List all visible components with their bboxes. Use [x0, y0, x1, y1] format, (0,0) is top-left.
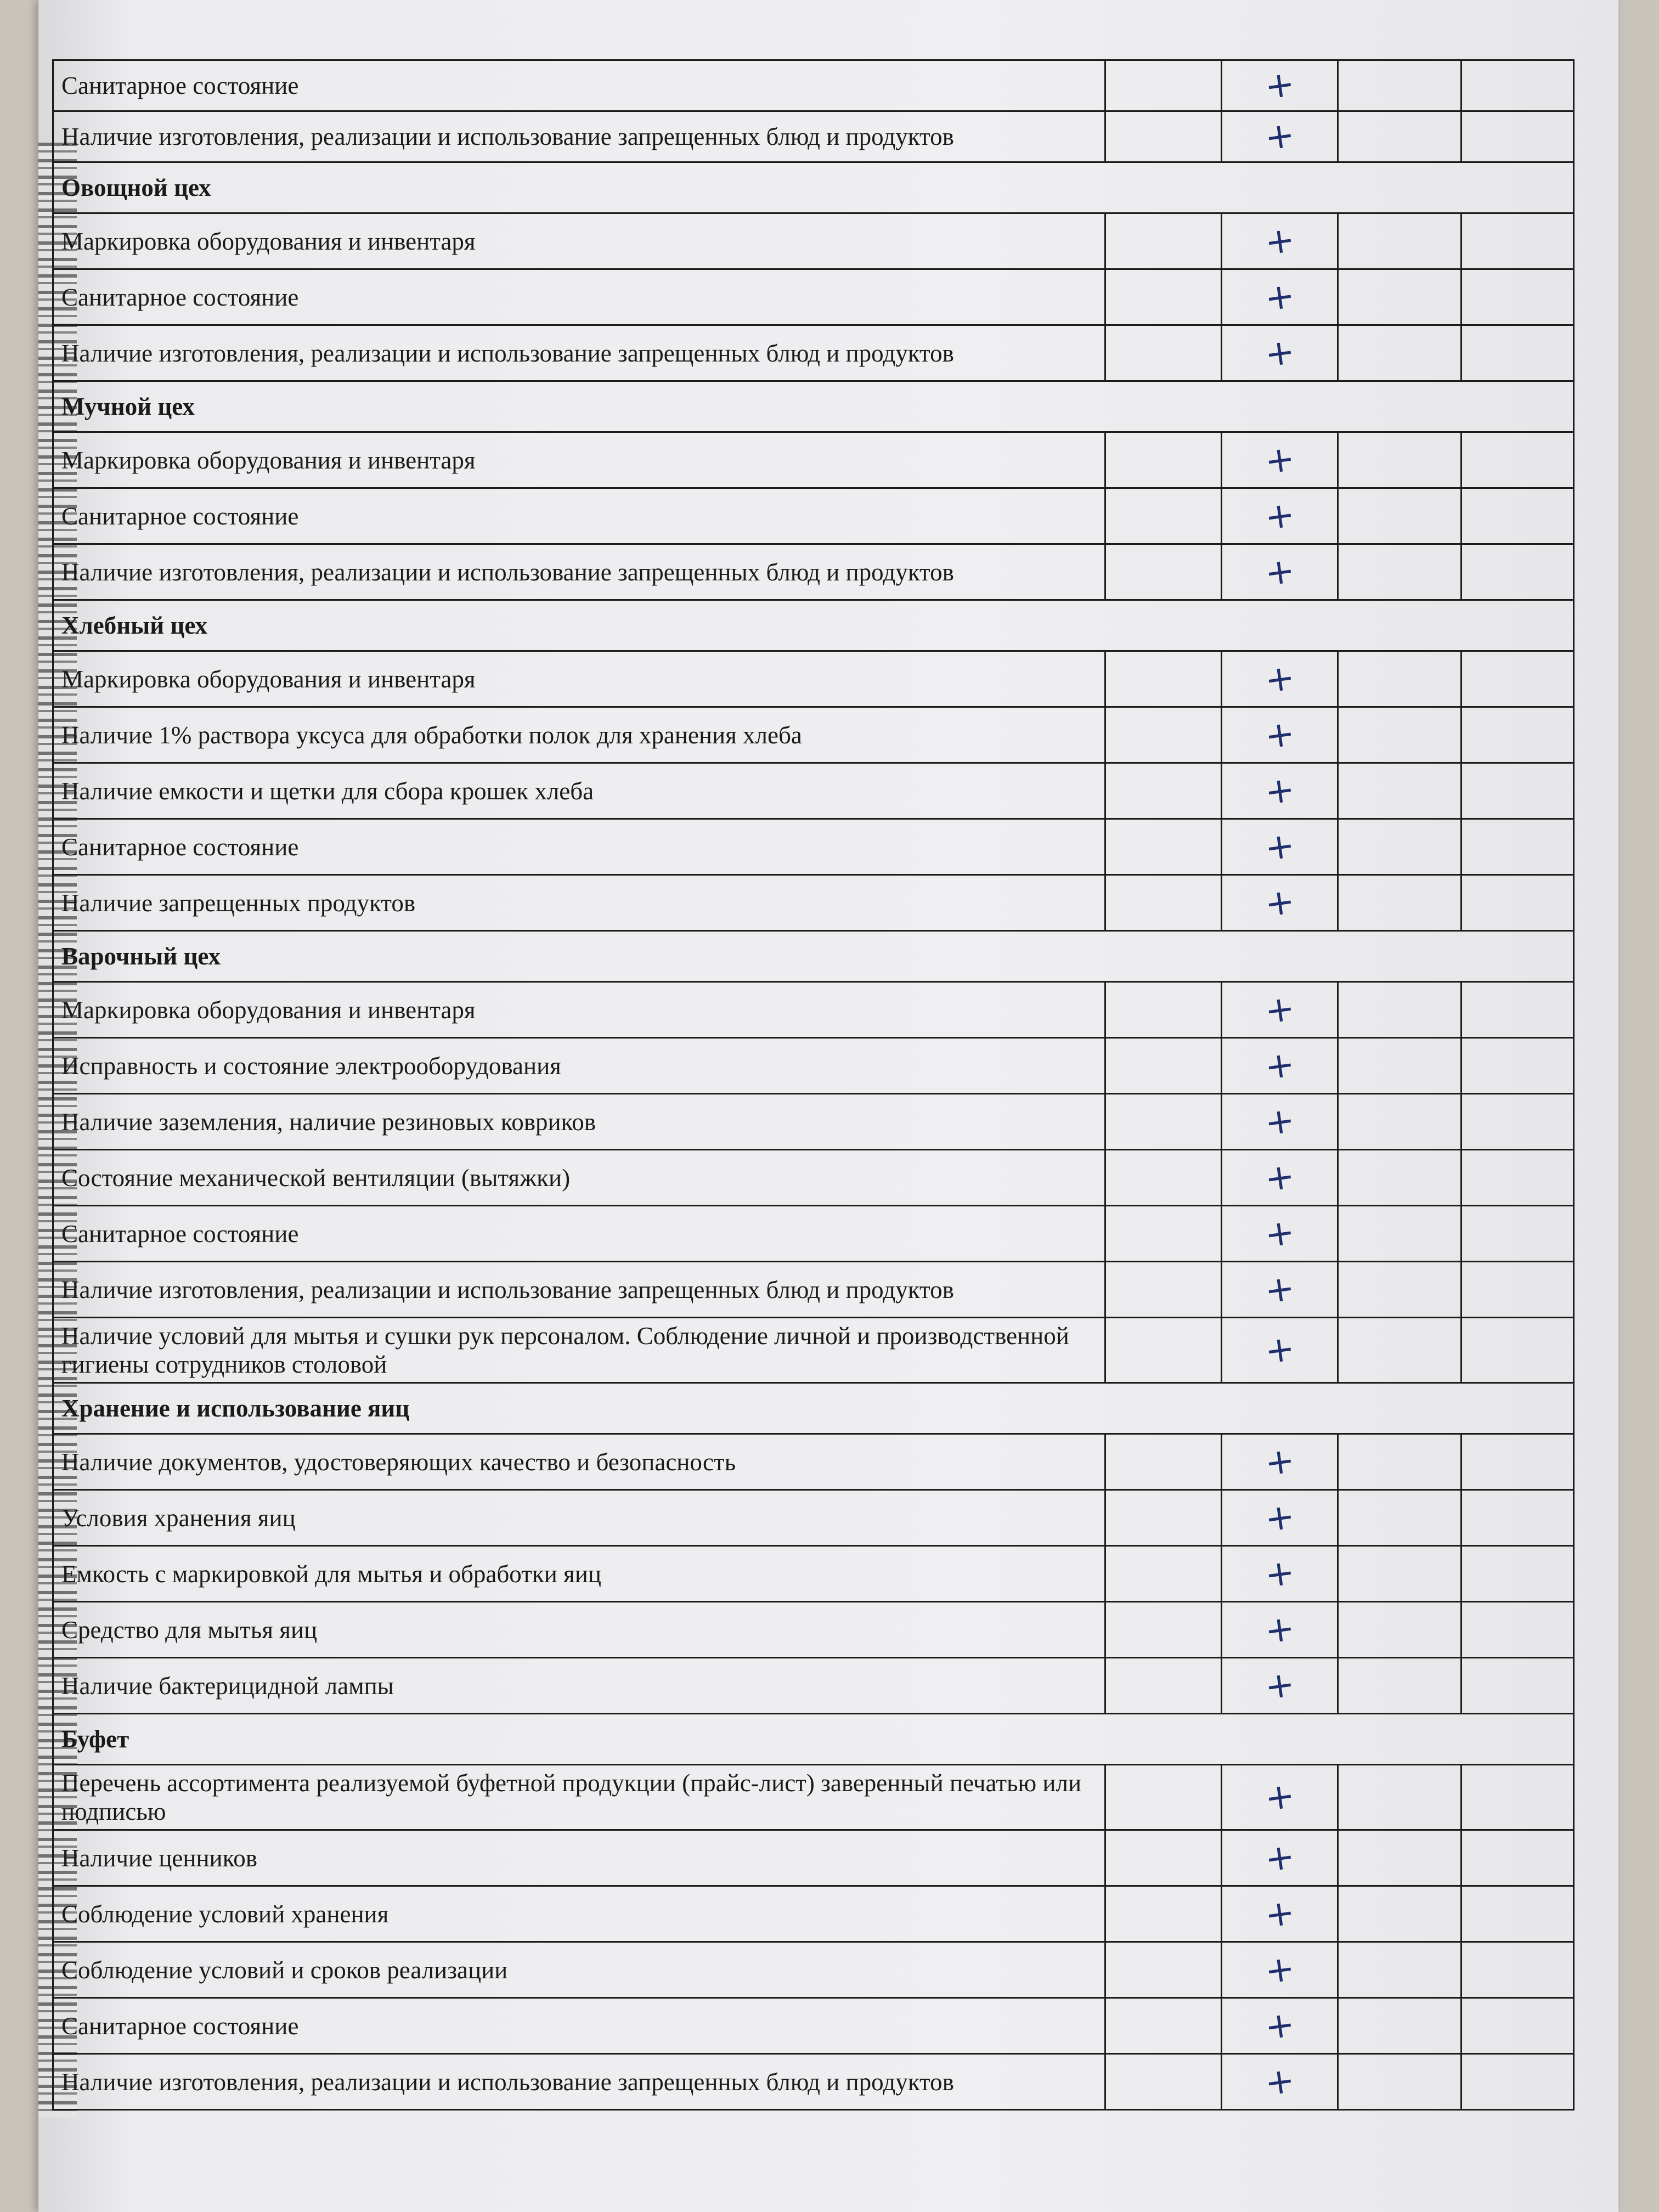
column-4-cell — [1462, 707, 1574, 763]
handwritten-plus-mark: + — [1262, 1948, 1297, 1992]
checklist-item-label: Наличие емкости и щетки для сбора крошек хлеба — [53, 763, 1105, 819]
handwritten-plus-mark: + — [1262, 1836, 1297, 1880]
checklist-row — [53, 1262, 1574, 1318]
checklist-row — [53, 1206, 1574, 1262]
checklist-row — [53, 2054, 1574, 2110]
column-1-cell — [1105, 982, 1222, 1038]
column-3-cell — [1338, 1094, 1462, 1150]
handwritten-plus-mark: + — [1262, 438, 1297, 482]
handwritten-plus-mark: + — [1262, 1155, 1297, 1200]
checklist-row — [53, 763, 1574, 819]
column-1-cell — [1105, 269, 1222, 325]
checklist-item-label: Условия хранения яиц — [53, 1490, 1105, 1546]
checklist-item-label: Соблюдение условий и сроков реализации — [53, 1942, 1105, 1998]
column-3-cell — [1338, 1602, 1462, 1658]
column-1-cell — [1105, 111, 1222, 162]
handwritten-plus-mark: + — [1262, 275, 1297, 319]
compliance-cell — [1222, 544, 1338, 600]
column-4-cell — [1462, 1998, 1574, 2054]
checklist-item-label: Наличие заземления, наличие резиновых ковриков — [53, 1094, 1105, 1150]
checklist-item-label: Наличие изготовления, реализации и использование запрещенных блюд и продуктов — [53, 544, 1105, 600]
column-3-cell — [1338, 1434, 1462, 1490]
compliance-cell — [1222, 1942, 1338, 1998]
checklist-item-label: Наличие изготовления, реализации и использование запрещенных блюд и продуктов — [53, 111, 1105, 162]
column-4-cell — [1462, 325, 1574, 381]
checklist-row — [53, 488, 1574, 544]
column-1-cell — [1105, 763, 1222, 819]
compliance-cell — [1222, 1262, 1338, 1318]
handwritten-plus-mark: + — [1262, 657, 1297, 701]
column-3-cell — [1338, 1998, 1462, 2054]
checklist-row — [53, 1998, 1574, 2054]
column-3-cell — [1338, 982, 1462, 1038]
column-4-cell — [1462, 1830, 1574, 1886]
checklist-row — [53, 1094, 1574, 1150]
handwritten-plus-mark: + — [1262, 1607, 1297, 1652]
column-1-cell — [1105, 488, 1222, 544]
column-3-cell — [1338, 1318, 1462, 1383]
section-title: Хранение и использование яиц — [53, 1383, 1574, 1434]
column-3-cell — [1338, 1830, 1462, 1886]
checklist-row — [53, 1658, 1574, 1714]
section-header-row — [53, 931, 1574, 982]
compliance-cell — [1222, 763, 1338, 819]
column-3-cell — [1338, 1150, 1462, 1206]
column-4-cell — [1462, 982, 1574, 1038]
handwritten-plus-mark: + — [1262, 881, 1297, 925]
column-4-cell — [1462, 1206, 1574, 1262]
column-1-cell — [1105, 1830, 1222, 1886]
handwritten-plus-mark: + — [1262, 988, 1297, 1032]
compliance-cell — [1222, 875, 1338, 931]
column-3-cell — [1338, 1942, 1462, 1998]
column-4-cell — [1462, 763, 1574, 819]
checklist-item-label: Наличие документов, удостоверяющих качество и безопасность — [53, 1434, 1105, 1490]
compliance-cell — [1222, 1150, 1338, 1206]
column-3-cell — [1338, 1038, 1462, 1094]
column-4-cell — [1462, 1038, 1574, 1094]
checklist-item-label: Санитарное состояние — [53, 1998, 1105, 2054]
column-1-cell — [1105, 1658, 1222, 1714]
checklist-item-label: Маркировка оборудования и инвентаря — [53, 432, 1105, 488]
handwritten-plus-mark: + — [1262, 2059, 1297, 2104]
checklist-item-label: Санитарное состояние — [53, 488, 1105, 544]
checklist-row — [53, 1490, 1574, 1546]
compliance-cell — [1222, 1206, 1338, 1262]
column-1-cell — [1105, 1094, 1222, 1150]
column-3-cell — [1338, 1262, 1462, 1318]
column-3-cell — [1338, 60, 1462, 111]
section-title: Буфет — [53, 1714, 1574, 1765]
column-3-cell — [1338, 111, 1462, 162]
handwritten-plus-mark: + — [1262, 63, 1297, 108]
checklist-row — [53, 819, 1574, 875]
compliance-cell — [1222, 1998, 1338, 2054]
checklist-item-label: Наличие изготовления, реализации и использование запрещенных блюд и продуктов — [53, 1262, 1105, 1318]
column-1-cell — [1105, 544, 1222, 600]
column-4-cell — [1462, 1318, 1574, 1383]
column-4-cell — [1462, 1602, 1574, 1658]
handwritten-plus-mark: + — [1262, 1267, 1297, 1312]
column-3-cell — [1338, 432, 1462, 488]
compliance-cell — [1222, 488, 1338, 544]
checklist-table — [52, 59, 1575, 2111]
handwritten-plus-mark: + — [1262, 1775, 1297, 1820]
column-1-cell — [1105, 2054, 1222, 2110]
checklist-row — [53, 60, 1574, 111]
column-4-cell — [1462, 1434, 1574, 1490]
handwritten-plus-mark: + — [1262, 1551, 1297, 1596]
column-4-cell — [1462, 488, 1574, 544]
checklist-item-label: Санитарное состояние — [53, 60, 1105, 111]
compliance-cell — [1222, 651, 1338, 707]
checklist-row — [53, 1942, 1574, 1998]
checklist-item-label: Наличие изготовления, реализации и использование запрещенных блюд и продуктов — [53, 325, 1105, 381]
column-4-cell — [1462, 544, 1574, 600]
column-3-cell — [1338, 1206, 1462, 1262]
handwritten-plus-mark: + — [1262, 219, 1297, 263]
column-3-cell — [1338, 2054, 1462, 2110]
column-4-cell — [1462, 60, 1574, 111]
handwritten-plus-mark: + — [1262, 1328, 1297, 1373]
column-1-cell — [1105, 819, 1222, 875]
column-1-cell — [1105, 1490, 1222, 1546]
checklist-row — [53, 111, 1574, 162]
compliance-cell — [1222, 707, 1338, 763]
column-4-cell — [1462, 875, 1574, 931]
handwritten-plus-mark: + — [1262, 1099, 1297, 1144]
column-3-cell — [1338, 544, 1462, 600]
compliance-cell — [1222, 1886, 1338, 1942]
section-header-row — [53, 381, 1574, 432]
column-4-cell — [1462, 432, 1574, 488]
compliance-cell — [1222, 1658, 1338, 1714]
compliance-cell — [1222, 1546, 1338, 1602]
checklist-item-label: Наличие условий для мытья и сушки рук персоналом. Соблюдение личной и производственной гигиены сотрудников столовой — [53, 1318, 1105, 1383]
column-4-cell — [1462, 2054, 1574, 2110]
column-4-cell — [1462, 1886, 1574, 1942]
compliance-cell — [1222, 1765, 1338, 1830]
column-3-cell — [1338, 1886, 1462, 1942]
handwritten-plus-mark: + — [1262, 1440, 1297, 1484]
column-1-cell — [1105, 325, 1222, 381]
column-1-cell — [1105, 213, 1222, 269]
compliance-cell — [1222, 60, 1338, 111]
column-3-cell — [1338, 1765, 1462, 1830]
column-4-cell — [1462, 1262, 1574, 1318]
handwritten-plus-mark: + — [1262, 713, 1297, 757]
compliance-cell — [1222, 1434, 1338, 1490]
checklist-row — [53, 269, 1574, 325]
column-1-cell — [1105, 651, 1222, 707]
column-3-cell — [1338, 1546, 1462, 1602]
compliance-cell — [1222, 269, 1338, 325]
checklist-item-label: Состояние механической вентиляции (вытяжки) — [53, 1150, 1105, 1206]
column-1-cell — [1105, 1602, 1222, 1658]
checklist-row — [53, 1318, 1574, 1383]
column-1-cell — [1105, 1206, 1222, 1262]
checklist-row — [53, 982, 1574, 1038]
column-4-cell — [1462, 269, 1574, 325]
column-3-cell — [1338, 763, 1462, 819]
section-header-row — [53, 600, 1574, 651]
column-4-cell — [1462, 1765, 1574, 1830]
column-1-cell — [1105, 60, 1222, 111]
column-1-cell — [1105, 1038, 1222, 1094]
checklist-row — [53, 875, 1574, 931]
column-1-cell — [1105, 1434, 1222, 1490]
handwritten-plus-mark: + — [1262, 1663, 1297, 1708]
column-4-cell — [1462, 111, 1574, 162]
column-3-cell — [1338, 269, 1462, 325]
column-1-cell — [1105, 1150, 1222, 1206]
checklist-item-label: Маркировка оборудования и инвентаря — [53, 651, 1105, 707]
column-4-cell — [1462, 1150, 1574, 1206]
checklist-row — [53, 544, 1574, 600]
checklist-row — [53, 1150, 1574, 1206]
checklist-item-label: Наличие запрещенных продуктов — [53, 875, 1105, 931]
column-3-cell — [1338, 651, 1462, 707]
section-header-row — [53, 162, 1574, 213]
compliance-cell — [1222, 1490, 1338, 1546]
column-1-cell — [1105, 432, 1222, 488]
section-header-row — [53, 1383, 1574, 1434]
column-1-cell — [1105, 1765, 1222, 1830]
checklist-item-label: Перечень ассортимента реализуемой буфетной продукции (прайс-лист) заверенный печатью или подписью — [53, 1765, 1105, 1830]
column-1-cell — [1105, 1886, 1222, 1942]
checklist-item-label: Наличие ценников — [53, 1830, 1105, 1886]
column-3-cell — [1338, 1658, 1462, 1714]
checklist-row — [53, 432, 1574, 488]
column-3-cell — [1338, 875, 1462, 931]
compliance-cell — [1222, 1318, 1338, 1383]
compliance-cell — [1222, 1038, 1338, 1094]
checklist-item-label: Санитарное состояние — [53, 1206, 1105, 1262]
checklist-item-label: Наличие 1% раствора уксуса для обработки полок для хранения хлеба — [53, 707, 1105, 763]
column-4-cell — [1462, 1490, 1574, 1546]
handwritten-plus-mark: + — [1262, 494, 1297, 538]
column-1-cell — [1105, 875, 1222, 931]
compliance-cell — [1222, 2054, 1338, 2110]
section-title: Варочный цех — [53, 931, 1574, 982]
compliance-cell — [1222, 1602, 1338, 1658]
handwritten-plus-mark: + — [1262, 114, 1297, 159]
checklist-item-label: Маркировка оборудования и инвентаря — [53, 213, 1105, 269]
handwritten-plus-mark: + — [1262, 1043, 1297, 1088]
compliance-cell — [1222, 325, 1338, 381]
compliance-cell — [1222, 213, 1338, 269]
checklist-row — [53, 651, 1574, 707]
section-title: Хлебный цех — [53, 600, 1574, 651]
checklist-row — [53, 1038, 1574, 1094]
compliance-cell — [1222, 1830, 1338, 1886]
checklist-item-label: Наличие изготовления, реализации и использование запрещенных блюд и продуктов — [53, 2054, 1105, 2110]
checklist-item-label: Емкость с маркировкой для мытья и обработки яиц — [53, 1546, 1105, 1602]
checklist-row — [53, 707, 1574, 763]
section-title: Мучной цех — [53, 381, 1574, 432]
checklist-row — [53, 1546, 1574, 1602]
column-4-cell — [1462, 1942, 1574, 1998]
column-3-cell — [1338, 213, 1462, 269]
section-title: Овощной цех — [53, 162, 1574, 213]
handwritten-plus-mark: + — [1262, 331, 1297, 375]
section-header-row — [53, 1714, 1574, 1765]
column-4-cell — [1462, 1658, 1574, 1714]
column-4-cell — [1462, 819, 1574, 875]
handwritten-plus-mark: + — [1262, 1892, 1297, 1936]
compliance-cell — [1222, 1094, 1338, 1150]
handwritten-plus-mark: + — [1262, 550, 1297, 594]
compliance-cell — [1222, 819, 1338, 875]
checklist-item-label: Санитарное состояние — [53, 269, 1105, 325]
column-1-cell — [1105, 707, 1222, 763]
column-1-cell — [1105, 1942, 1222, 1998]
column-4-cell — [1462, 651, 1574, 707]
column-3-cell — [1338, 325, 1462, 381]
column-1-cell — [1105, 1546, 1222, 1602]
column-3-cell — [1338, 819, 1462, 875]
handwritten-plus-mark: + — [1262, 1211, 1297, 1256]
handwritten-plus-mark: + — [1262, 1496, 1297, 1540]
checklist-row — [53, 1765, 1574, 1830]
handwritten-plus-mark: + — [1262, 2004, 1297, 2048]
checklist-body — [53, 60, 1574, 2110]
column-3-cell — [1338, 1490, 1462, 1546]
checklist-row — [53, 1602, 1574, 1658]
checklist-item-label: Соблюдение условий хранения — [53, 1886, 1105, 1942]
checklist-item-label: Средство для мытья яиц — [53, 1602, 1105, 1658]
column-1-cell — [1105, 1262, 1222, 1318]
checklist-row — [53, 325, 1574, 381]
handwritten-plus-mark: + — [1262, 825, 1297, 869]
checklist-item-label: Санитарное состояние — [53, 819, 1105, 875]
column-1-cell — [1105, 1998, 1222, 2054]
compliance-cell — [1222, 111, 1338, 162]
handwritten-plus-mark: + — [1262, 769, 1297, 813]
checklist-item-label: Исправность и состояние электрооборудования — [53, 1038, 1105, 1094]
column-1-cell — [1105, 1318, 1222, 1383]
checklist-row — [53, 213, 1574, 269]
column-3-cell — [1338, 488, 1462, 544]
checklist-row — [53, 1886, 1574, 1942]
checklist-row — [53, 1434, 1574, 1490]
checklist-item-label: Маркировка оборудования и инвентаря — [53, 982, 1105, 1038]
column-4-cell — [1462, 213, 1574, 269]
checklist-row — [53, 1830, 1574, 1886]
checklist-item-label: Наличие бактерицидной лампы — [53, 1658, 1105, 1714]
compliance-cell — [1222, 982, 1338, 1038]
column-4-cell — [1462, 1094, 1574, 1150]
compliance-cell — [1222, 432, 1338, 488]
column-4-cell — [1462, 1546, 1574, 1602]
column-3-cell — [1338, 707, 1462, 763]
